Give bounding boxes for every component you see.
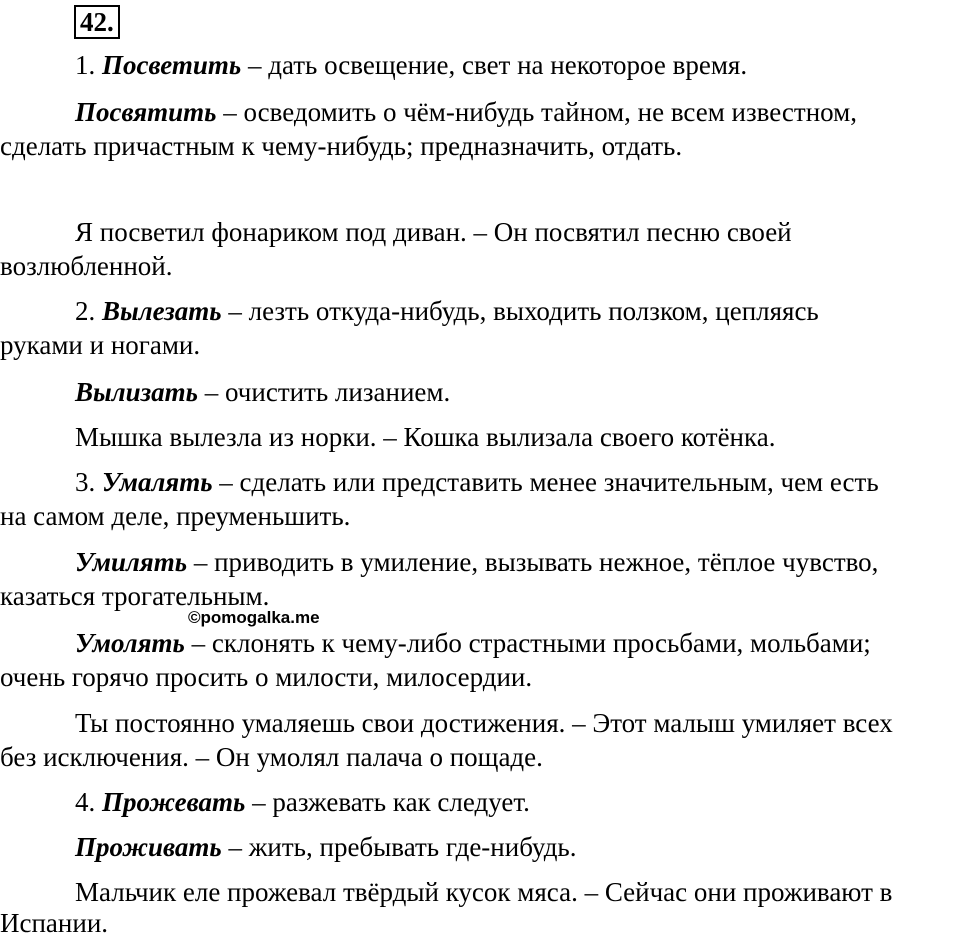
term: Посвятить xyxy=(75,97,217,127)
term: Умалять xyxy=(102,467,213,497)
watermark: ©pomogalka.me xyxy=(188,608,320,627)
definition: – лезть откуда-нибудь, выходить ползком, цепляясь xyxy=(221,296,819,326)
text-line: на самом деле, преуменьшить. xyxy=(0,501,351,531)
term: Прожевать xyxy=(102,787,246,817)
text-line: Мальчик еле прожевал твёрдый кусок мяса. – Сейчас они проживают в xyxy=(75,877,893,907)
text-line xyxy=(75,465,960,499)
item-number: 1. xyxy=(75,50,96,80)
text-line: руками и ногами. xyxy=(0,330,201,360)
term: Умолять xyxy=(75,628,185,658)
exercise-number: 42. xyxy=(74,5,120,39)
text-line: Я посветил фонариком под диван. – Он посвятил песню своей xyxy=(75,217,792,247)
term: Проживать xyxy=(75,832,222,862)
term: Вылезать xyxy=(102,296,222,326)
text-line xyxy=(75,294,960,328)
text-line: очень горячо просить о милости, милосердии. xyxy=(0,662,533,692)
text-line xyxy=(75,785,960,819)
definition: – сделать или представить менее значительным, чем есть xyxy=(212,467,879,497)
definition: – осведомить о чём-нибудь тайном, не всем известном, xyxy=(216,97,857,127)
text-line xyxy=(75,626,960,660)
definition: – приводить в умиление, вызывать нежное, тёплое чувство, xyxy=(187,547,879,577)
definition: – разжевать как следует. xyxy=(245,787,530,817)
term: Посветить xyxy=(102,50,242,80)
text-line: Испании. xyxy=(0,908,109,938)
text-line: возлюбленной. xyxy=(0,251,173,281)
text-line: казаться трогательным. xyxy=(0,581,270,611)
term: Умилять xyxy=(75,547,188,577)
text-line: Ты постоянно умаляешь свои достижения. – Этот малыш умиляет всех xyxy=(75,708,893,738)
text-line: сделать причастным к чему-нибудь; предназначить, отдать. xyxy=(0,131,683,161)
text-line: без исключения. – Он умолял палача о пощаде. xyxy=(0,742,543,772)
definition: – жить, пребывать где-нибудь. xyxy=(221,832,577,862)
item-number: 2. xyxy=(75,296,96,326)
item-number: 4. xyxy=(75,787,96,817)
text-line xyxy=(75,95,960,129)
text-line xyxy=(75,830,960,864)
definition: – склонять к чему-либо страстными просьбами, мольбами; xyxy=(184,628,871,658)
text-line xyxy=(75,48,960,82)
item-number: 3. xyxy=(75,467,96,497)
text-line xyxy=(75,545,960,579)
text-line: Мышка вылезла из норки. – Кошка вылизала своего котёнка. xyxy=(75,422,776,452)
text-line xyxy=(75,375,960,409)
definition: – дать освещение, свет на некоторое время. xyxy=(241,50,748,80)
term: Вылизать xyxy=(75,377,198,407)
definition: – очистить лизанием. xyxy=(198,377,451,407)
